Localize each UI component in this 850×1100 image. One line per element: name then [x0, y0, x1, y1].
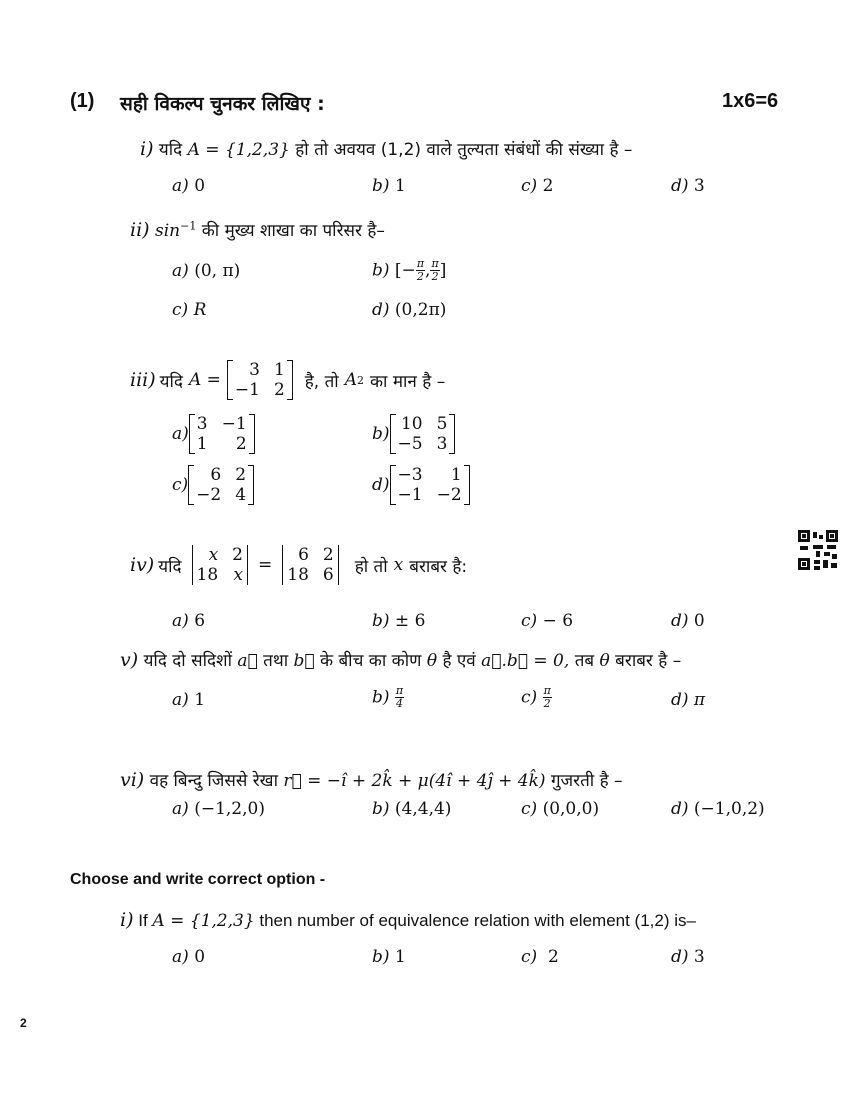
question-i-text: हो तो अवयव (1,2) वाले तुल्यता संबंधों की संख्या है –: [295, 140, 633, 160]
q1-option-d: d) 3: [671, 176, 705, 196]
dot-product: a⃗.b⃗ = 0,: [481, 651, 570, 671]
q5-option-a: a) 1: [172, 690, 206, 710]
question-iv-pre: यदि: [158, 556, 182, 577]
q6-option-a: a) (−1,2,0): [172, 799, 265, 819]
question-v-number: v): [120, 649, 139, 671]
question-iii: iii) यदि A = 3 1 −1 2 है, तो A 2 का मान है –: [130, 360, 446, 400]
question-v: v) यदि दो सदिशों a⃗ तथा b⃗ के बीच का कोण θ है एवं a⃗.b⃗ = 0, तब θ बराबर है –: [120, 649, 682, 671]
question-iii-lhs: A =: [188, 370, 221, 390]
marks-label: 1x6=6: [722, 90, 779, 112]
q4-option-c: c) − 6: [521, 611, 574, 631]
page-number: 2: [20, 1016, 27, 1030]
qr-code-icon: [798, 530, 838, 570]
question-ii-number: ii): [130, 219, 150, 241]
q4-option-d: d) 0: [671, 611, 705, 631]
english-question-i: i) If A = {1,2,3} then number of equivalence relation with element (1,2) is–: [120, 909, 696, 931]
question-vi: vi) वह बिन्दु जिससे रेखा r⃗ = −î + 2k̂ + μ(4î + 4ĵ + 4k̂) गुजरती है –: [120, 769, 623, 791]
line-equation: r⃗ = −î + 2k̂ + μ(4î + 4ĵ + 4k̂): [283, 771, 546, 791]
question-iv-text: हो तो: [354, 556, 388, 577]
q6-option-b: b) (4,4,4): [372, 799, 452, 819]
question-number: (1): [70, 90, 95, 112]
english-option-a: a) 0: [172, 947, 206, 967]
q2-option-d: d) (0,2π): [372, 300, 447, 320]
question-iv: iv) यदि x 2 18 x = 6 2 18 6 हो तो x बराबर है:: [130, 545, 468, 585]
question-ii-function: sin: [154, 221, 181, 241]
question-iv-right-determinant: 6 2 18 6: [278, 545, 342, 585]
q4-option-a: a) 6: [172, 611, 206, 631]
english-heading: Choose and write correct option -: [70, 871, 326, 888]
question-i: [140, 137, 632, 160]
question-ii-text: की मुख्य शाखा का परिसर है–: [201, 221, 385, 241]
question-iii-text-end: का मान है –: [370, 371, 446, 392]
vector-a: a⃗: [237, 651, 258, 671]
question-iii-pre: यदि: [159, 371, 183, 392]
question-ii-superscript: −1: [180, 219, 197, 233]
q1-option-b: b) 1: [372, 176, 406, 196]
q6-option-d: d) (−1,0,2): [671, 799, 765, 819]
question-i-pre: यदि: [158, 140, 183, 160]
section-title: सही विकल्प चुनकर लिखिए :: [120, 93, 325, 115]
q2-option-b: b) [− $\frac{\pi}{2}$ , $\frac{\pi}{2}$ ]: [372, 257, 447, 283]
question-iv-text-end: बराबर है:: [409, 556, 468, 577]
q1-option-a: a) 0: [172, 176, 206, 196]
q3-option-c: c) 6 2 −2 4: [172, 465, 254, 505]
q3-option-d: d) −3 1 −1 −2: [372, 465, 470, 505]
q5-option-b: b) $\frac{\pi}{4}$: [372, 684, 404, 710]
english-option-c: c) 2: [521, 947, 559, 967]
vector-b: b⃗: [293, 651, 315, 671]
q2-option-c: c) R: [172, 300, 207, 320]
question-vi-number: vi): [120, 769, 145, 791]
question-i-number: i): [140, 138, 154, 160]
q3-option-a: a) 3 −1 1 2: [172, 414, 255, 454]
english-option-d: d) 3: [671, 947, 705, 967]
question-iv-number: iv): [130, 554, 155, 576]
q2-option-a: a) (0, π): [172, 261, 241, 281]
q4-option-b: b) ± 6: [372, 611, 426, 631]
question-iii-number: iii): [130, 369, 156, 391]
question-i-set: A = {1,2,3}: [187, 140, 290, 160]
english-option-b: b) 1: [372, 947, 406, 967]
q5-option-d: d) π: [671, 690, 706, 710]
q1-option-c: c) 2: [521, 176, 554, 196]
question-iii-power: A: [344, 370, 357, 390]
q5-option-c: c) $\frac{\pi}{2}$: [521, 684, 551, 710]
question-iii-matrix: 3 1 −1 2: [227, 360, 293, 400]
question-ii: [130, 218, 385, 241]
q3-option-b: b) 10 5 −5 3: [372, 414, 455, 454]
q6-option-c: c) (0,0,0): [521, 799, 600, 819]
question-iii-text: है, तो: [304, 371, 339, 392]
question-iv-left-determinant: x 2 18 x: [188, 545, 252, 585]
